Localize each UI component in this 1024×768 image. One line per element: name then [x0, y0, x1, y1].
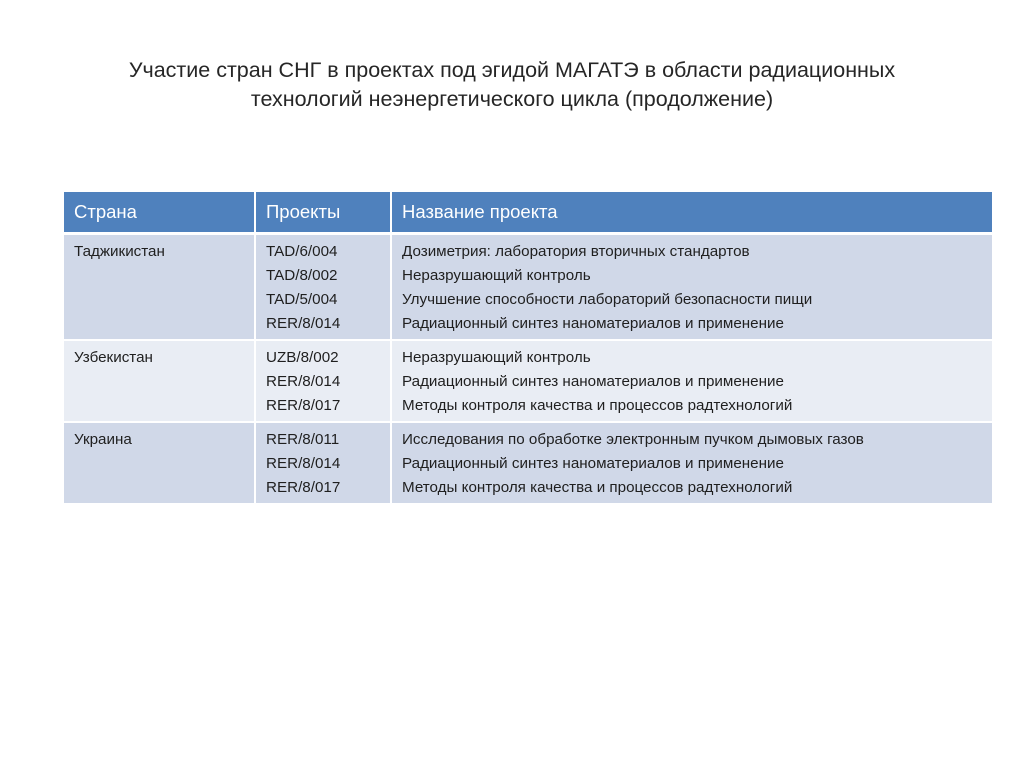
project-code: TAD/5/004	[266, 291, 338, 308]
project-code: TAD/8/002	[266, 267, 338, 284]
projects-cell	[255, 340, 391, 422]
project-code: RER/8/011	[266, 431, 340, 448]
table-row	[64, 340, 992, 422]
project-name: Методы контроля качества и процессов радтехнологий	[402, 479, 793, 496]
project-name: Неразрушающий контроль	[402, 349, 591, 366]
project-name: Дозиметрия: лаборатория вторичных стандартов	[402, 243, 750, 260]
header-projects: Проекты	[255, 192, 391, 234]
project-name: Радиационный синтез наноматериалов и применение	[402, 373, 784, 390]
project-code: RER/8/014	[266, 373, 341, 390]
project-name: Радиационный синтез наноматериалов и применение	[402, 455, 784, 472]
country-cell	[64, 340, 255, 422]
project-names-cell	[391, 340, 992, 422]
slide-title-line-1: Участие стран СНГ в проектах под эгидой МАГАТЭ в области радиационных	[128, 58, 896, 82]
project-name: Улучшение способности лабораторий безопасности пищи	[402, 291, 813, 308]
slide-title	[80, 56, 944, 114]
country-name: Узбекистан	[74, 349, 153, 366]
project-code: RER/8/014	[266, 455, 341, 472]
table-header-row	[64, 192, 992, 234]
slide-title-line-2: технологий неэнергетического цикла (продолжение)	[250, 87, 774, 111]
country-cell	[64, 422, 255, 504]
country-cell	[64, 234, 255, 341]
country-name: Украина	[74, 431, 132, 448]
project-code: TAD/6/004	[266, 243, 338, 260]
project-name: Радиационный синтез наноматериалов и применение	[402, 315, 784, 332]
header-country: Страна	[64, 192, 255, 234]
project-code: UZB/8/002	[266, 349, 339, 366]
project-name: Неразрушающий контроль	[402, 267, 591, 284]
header-project-name: Название проекта	[391, 192, 992, 234]
table-row	[64, 422, 992, 504]
project-code: RER/8/017	[266, 479, 341, 496]
project-names-cell	[391, 234, 992, 341]
project-name: Методы контроля качества и процессов радтехнологий	[402, 397, 793, 414]
projects-cell	[255, 234, 391, 341]
country-name: Таджикистан	[74, 243, 165, 260]
projects-cell	[255, 422, 391, 504]
project-code: RER/8/014	[266, 315, 341, 332]
project-names-cell	[391, 422, 992, 504]
table-row	[64, 234, 992, 341]
project-name: Исследования по обработке электронным пучком дымовых газов	[402, 431, 864, 448]
projects-table	[64, 192, 992, 505]
project-code: RER/8/017	[266, 397, 341, 414]
